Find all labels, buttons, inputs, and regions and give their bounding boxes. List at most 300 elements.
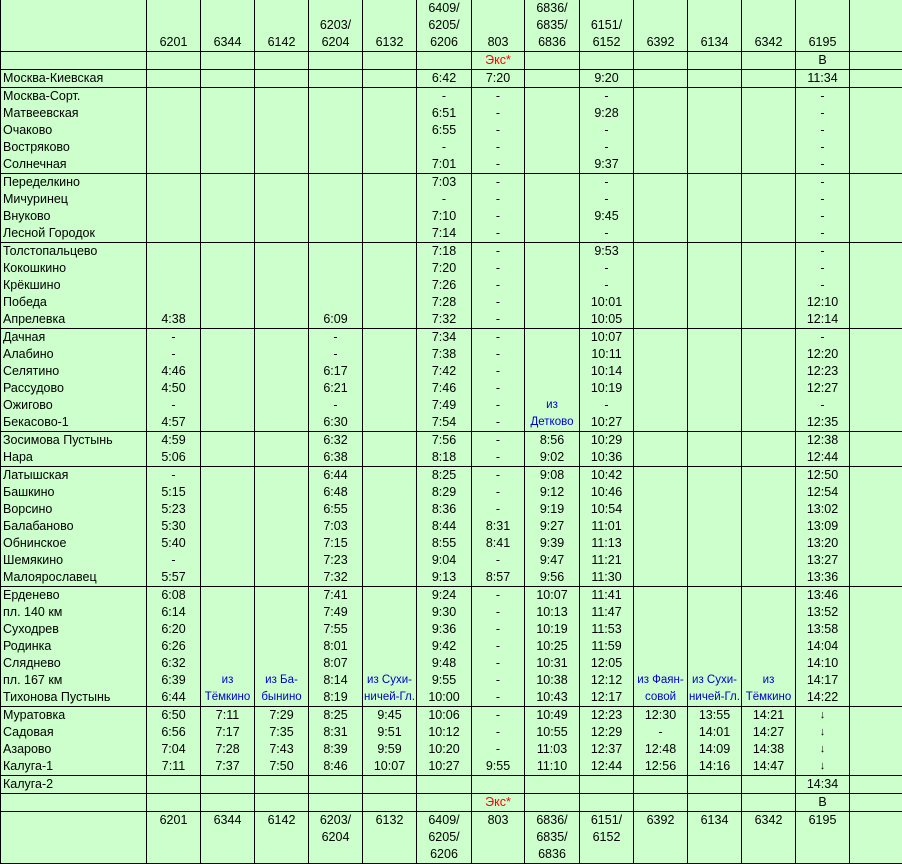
train-note	[525, 794, 580, 812]
departure-time: 10:31	[525, 655, 580, 672]
origin-note: из Сухи- ничей-Гл.	[688, 672, 742, 707]
departure-time	[525, 208, 580, 225]
departure-time	[634, 638, 688, 655]
departure-time: 11:01	[580, 518, 634, 535]
departure-time: 5:30	[147, 518, 201, 535]
departure-time: 11:10	[525, 758, 580, 776]
departure-time	[201, 604, 255, 621]
station-name: Родинка	[1, 638, 147, 655]
departure-time: -	[472, 397, 525, 414]
departure-time	[363, 569, 417, 587]
departure-time: 14:47	[742, 758, 796, 776]
blank-col	[850, 294, 902, 311]
departure-time	[309, 294, 363, 311]
departure-time: 10:46	[580, 484, 634, 501]
departure-time	[255, 467, 309, 485]
train-number-footer: 6132	[363, 812, 417, 864]
departure-time	[525, 156, 580, 174]
station-name: Москва-Киевская	[1, 70, 147, 88]
departure-time: -	[472, 88, 525, 106]
notes-label	[1, 794, 147, 812]
departure-time: -	[472, 552, 525, 569]
departure-time	[688, 655, 742, 672]
departure-time: 7:28	[201, 741, 255, 758]
departure-time	[363, 122, 417, 139]
departure-time: 12:27	[796, 380, 850, 397]
train-note	[147, 794, 201, 812]
train-note: В	[796, 52, 850, 70]
departure-time: 8:31	[309, 724, 363, 741]
departure-time: 7:11	[201, 707, 255, 725]
station-name: Лесной Городок	[1, 225, 147, 243]
departure-time: -	[472, 156, 525, 174]
departure-time: -	[796, 156, 850, 174]
departure-time: 7:23	[309, 552, 363, 569]
departure-time: 8:01	[309, 638, 363, 655]
train-number-footer: 6409/ 6205/ 6206	[417, 812, 472, 864]
departure-time	[525, 277, 580, 294]
train-note	[255, 794, 309, 812]
departure-time	[742, 122, 796, 139]
train-number-footer: 6201	[147, 812, 201, 864]
station-name: Алабино	[1, 346, 147, 363]
departure-time: -	[309, 329, 363, 347]
departure-time: 5:40	[147, 535, 201, 552]
departure-time: 9:28	[580, 105, 634, 122]
departure-time	[201, 225, 255, 243]
departure-time	[255, 535, 309, 552]
origin-note: из Сухи- ничей-Гл.	[363, 672, 417, 707]
departure-time: 10:29	[580, 432, 634, 450]
departure-time: 13:58	[796, 621, 850, 638]
departure-time	[201, 329, 255, 347]
departure-time: -	[147, 329, 201, 347]
departure-time	[147, 208, 201, 225]
departure-time	[255, 294, 309, 311]
departure-time	[634, 329, 688, 347]
departure-time	[634, 518, 688, 535]
departure-time	[255, 363, 309, 380]
departure-time	[688, 191, 742, 208]
departure-time	[255, 105, 309, 122]
station-row	[1, 467, 902, 485]
station-row	[1, 414, 902, 432]
train-number-header: 803	[472, 0, 525, 52]
blank-col	[850, 156, 902, 174]
departure-time	[201, 346, 255, 363]
departure-time: -	[472, 208, 525, 225]
departure-time	[525, 329, 580, 347]
departure-time	[742, 638, 796, 655]
departure-time	[201, 105, 255, 122]
departure-time	[363, 70, 417, 88]
departure-time	[363, 363, 417, 380]
departure-time	[634, 88, 688, 106]
departure-time: -	[147, 397, 201, 414]
departure-time	[255, 191, 309, 208]
departure-time: 7:38	[417, 346, 472, 363]
departure-time: 8:14	[309, 672, 363, 689]
departure-time	[688, 174, 742, 192]
departure-time	[255, 208, 309, 225]
departure-time: 7:01	[417, 156, 472, 174]
blank-col	[850, 225, 902, 243]
departure-time	[147, 294, 201, 311]
station-row	[1, 672, 902, 689]
train-note	[525, 52, 580, 70]
station-name: Калуга-2	[1, 776, 147, 794]
station-name: Победа	[1, 294, 147, 311]
departure-time: 9:55	[417, 672, 472, 689]
departure-time: -	[580, 88, 634, 106]
train-number-footer: 803	[472, 812, 525, 864]
departure-time	[363, 88, 417, 106]
station-row	[1, 277, 902, 294]
blank-col	[850, 397, 902, 414]
departure-time	[201, 621, 255, 638]
departure-time: -	[796, 208, 850, 225]
station-row	[1, 225, 902, 243]
departure-time: 7:46	[417, 380, 472, 397]
station-name: Дачная	[1, 329, 147, 347]
departure-time: 7:28	[417, 294, 472, 311]
departure-time: 14:22	[796, 689, 850, 707]
departure-time: 8:29	[417, 484, 472, 501]
departure-time: 7:55	[309, 621, 363, 638]
departure-time	[688, 397, 742, 414]
departure-time	[742, 432, 796, 450]
departure-time: 8:25	[417, 467, 472, 485]
departure-time	[634, 156, 688, 174]
departure-time	[255, 518, 309, 535]
departure-time: 12:12	[580, 672, 634, 689]
station-name: Бекасово-1	[1, 414, 147, 432]
departure-time: 10:12	[417, 724, 472, 741]
departure-time	[742, 156, 796, 174]
departure-time: 12:29	[580, 724, 634, 741]
departure-time: 9:20	[580, 70, 634, 88]
departure-time	[201, 156, 255, 174]
station-name: Балабаново	[1, 518, 147, 535]
departure-time	[742, 467, 796, 485]
train-note	[201, 794, 255, 812]
departure-time	[147, 225, 201, 243]
departure-time: -	[796, 225, 850, 243]
blank-col	[850, 638, 902, 655]
notes-row-bottom	[1, 794, 902, 812]
departure-time	[255, 552, 309, 569]
departure-time	[201, 139, 255, 156]
departure-time	[363, 414, 417, 432]
departure-time	[363, 243, 417, 261]
station-row	[1, 569, 902, 587]
departure-time	[525, 88, 580, 106]
departure-time	[201, 243, 255, 261]
station-row	[1, 329, 902, 347]
departure-time	[255, 277, 309, 294]
departure-time: 7:50	[255, 758, 309, 776]
station-name: Рассудово	[1, 380, 147, 397]
origin-note: из Тёмкино	[201, 672, 255, 707]
departure-time: 10:25	[525, 638, 580, 655]
departure-time: -	[472, 484, 525, 501]
departure-time	[201, 484, 255, 501]
station-name: Солнечная	[1, 156, 147, 174]
train-number-header: 6836/ 6835/ 6836	[525, 0, 580, 52]
station-row	[1, 587, 902, 605]
departure-time: 7:29	[255, 707, 309, 725]
blank-col	[850, 432, 902, 450]
departure-time: -	[472, 741, 525, 758]
departure-time: 8:18	[417, 449, 472, 467]
train-number-header: 6134	[688, 0, 742, 52]
departure-time	[688, 501, 742, 518]
departure-time	[417, 776, 472, 794]
blank-col	[850, 484, 902, 501]
blank-col	[850, 139, 902, 156]
departure-time	[688, 277, 742, 294]
departure-time: 12:48	[634, 741, 688, 758]
departure-time: 13:20	[796, 535, 850, 552]
departure-time: -	[472, 672, 525, 689]
departure-time	[309, 156, 363, 174]
departure-time: -	[472, 139, 525, 156]
departure-time: -	[472, 414, 525, 432]
departure-time: 6:32	[147, 655, 201, 672]
departure-time	[525, 363, 580, 380]
station-row	[1, 363, 902, 380]
departure-time: -	[472, 501, 525, 518]
departure-time	[742, 604, 796, 621]
departure-time: 13:55	[688, 707, 742, 725]
train-note	[201, 52, 255, 70]
departure-time: 8:31	[472, 518, 525, 535]
departure-time: -	[580, 225, 634, 243]
station-row	[1, 346, 902, 363]
station-name: Малоярославец	[1, 569, 147, 587]
departure-time	[742, 397, 796, 414]
station-row	[1, 156, 902, 174]
departure-time: -	[417, 88, 472, 106]
departure-time	[688, 484, 742, 501]
departure-time	[688, 105, 742, 122]
departure-time: 8:55	[417, 535, 472, 552]
departure-time: ↓	[796, 724, 850, 741]
departure-time	[742, 380, 796, 397]
departure-time: 6:14	[147, 604, 201, 621]
departure-time	[147, 88, 201, 106]
departure-time: 11:03	[525, 741, 580, 758]
departure-time: 12:56	[634, 758, 688, 776]
station-row	[1, 88, 902, 106]
departure-time	[688, 329, 742, 347]
departure-time	[201, 449, 255, 467]
departure-time: -	[472, 191, 525, 208]
station-row	[1, 260, 902, 277]
departure-time: ↓	[796, 707, 850, 725]
departure-time	[742, 329, 796, 347]
station-name: Селятино	[1, 363, 147, 380]
departure-time	[525, 191, 580, 208]
departure-time: 4:50	[147, 380, 201, 397]
departure-time	[201, 88, 255, 106]
station-row	[1, 758, 902, 776]
train-number-header: 6409/ 6205/ 6206	[417, 0, 472, 52]
departure-time: 14:38	[742, 741, 796, 758]
station-row	[1, 380, 902, 397]
departure-time	[742, 191, 796, 208]
departure-time	[255, 569, 309, 587]
departure-time	[688, 449, 742, 467]
departure-time	[201, 380, 255, 397]
station-name: Мичуринец	[1, 191, 147, 208]
departure-time: 13:36	[796, 569, 850, 587]
departure-time	[201, 501, 255, 518]
departure-time	[363, 380, 417, 397]
footer-row	[1, 812, 902, 864]
departure-time	[742, 414, 796, 432]
departure-time	[363, 552, 417, 569]
station-row	[1, 621, 902, 638]
departure-time: -	[472, 449, 525, 467]
blank-col	[850, 122, 902, 139]
departure-time: 9:12	[525, 484, 580, 501]
train-note	[634, 52, 688, 70]
departure-time	[742, 105, 796, 122]
train-note	[688, 794, 742, 812]
departure-time	[309, 122, 363, 139]
departure-time	[309, 277, 363, 294]
departure-time: 7:03	[417, 174, 472, 192]
train-number-header: 6151/ 6152	[580, 0, 634, 52]
departure-time	[201, 260, 255, 277]
departure-time: 12:50	[796, 467, 850, 485]
departure-time	[147, 260, 201, 277]
station-row	[1, 604, 902, 621]
departure-time	[201, 467, 255, 485]
departure-time	[688, 88, 742, 106]
departure-time	[147, 243, 201, 261]
departure-time	[309, 88, 363, 106]
departure-time: 4:46	[147, 363, 201, 380]
departure-time	[742, 655, 796, 672]
train-note: В	[796, 794, 850, 812]
departure-time: 13:27	[796, 552, 850, 569]
departure-time	[525, 776, 580, 794]
departure-time: 9:55	[472, 758, 525, 776]
departure-time: 7:18	[417, 243, 472, 261]
blank-col	[850, 535, 902, 552]
departure-time	[688, 122, 742, 139]
departure-time	[688, 587, 742, 605]
departure-time: -	[634, 724, 688, 741]
departure-time: 8:19	[309, 689, 363, 707]
departure-time	[634, 414, 688, 432]
train-note: Экс*	[472, 794, 525, 812]
departure-time: -	[580, 277, 634, 294]
departure-time	[634, 70, 688, 88]
departure-time	[363, 484, 417, 501]
train-note	[688, 52, 742, 70]
departure-time: 12:44	[580, 758, 634, 776]
departure-time: 4:59	[147, 432, 201, 450]
blank-col	[850, 621, 902, 638]
station-name: Матвеевская	[1, 105, 147, 122]
departure-time	[255, 655, 309, 672]
blank-col	[850, 414, 902, 432]
departure-time: -	[472, 655, 525, 672]
departure-time	[634, 467, 688, 485]
station-row	[1, 741, 902, 758]
departure-time	[363, 518, 417, 535]
departure-time: -	[309, 346, 363, 363]
departure-time	[255, 449, 309, 467]
departure-time: 7:49	[309, 604, 363, 621]
departure-time: -	[472, 346, 525, 363]
departure-time	[634, 174, 688, 192]
departure-time: -	[472, 587, 525, 605]
departure-time	[309, 70, 363, 88]
departure-time: 7:20	[417, 260, 472, 277]
departure-time: -	[796, 277, 850, 294]
departure-time	[363, 225, 417, 243]
departure-time	[742, 552, 796, 569]
train-note	[147, 52, 201, 70]
blank-col	[850, 363, 902, 380]
departure-time: 10:00	[417, 689, 472, 707]
notes-row-top	[1, 52, 902, 70]
departure-time	[363, 329, 417, 347]
departure-time: 10:54	[580, 501, 634, 518]
departure-time: 6:56	[147, 724, 201, 741]
departure-time: 7:15	[309, 535, 363, 552]
departure-time	[688, 432, 742, 450]
departure-time: -	[472, 277, 525, 294]
train-number-header: 6195	[796, 0, 850, 52]
station-name: Шемякино	[1, 552, 147, 569]
departure-time	[201, 569, 255, 587]
blank-col	[850, 174, 902, 192]
train-number-footer: 6151/ 6152	[580, 812, 634, 864]
station-row	[1, 122, 902, 139]
departure-time	[363, 432, 417, 450]
departure-time	[525, 346, 580, 363]
departure-time	[525, 260, 580, 277]
departure-time: 7:34	[417, 329, 472, 347]
departure-time	[634, 397, 688, 414]
departure-time: 9:45	[580, 208, 634, 225]
departure-time: -	[309, 397, 363, 414]
departure-time: 9:08	[525, 467, 580, 485]
station-name: Зосимова Пустынь	[1, 432, 147, 450]
departure-time	[688, 380, 742, 397]
blank-col	[850, 552, 902, 569]
departure-time: 7:32	[417, 311, 472, 329]
departure-time	[688, 243, 742, 261]
departure-time	[688, 363, 742, 380]
departure-time	[688, 621, 742, 638]
station-name: Кокошкино	[1, 260, 147, 277]
departure-time	[634, 484, 688, 501]
departure-time	[688, 70, 742, 88]
departure-time	[742, 587, 796, 605]
departure-time	[363, 776, 417, 794]
station-name: Калуга-1	[1, 758, 147, 776]
train-number-footer: 6134	[688, 812, 742, 864]
station-row	[1, 518, 902, 535]
departure-time	[201, 518, 255, 535]
blank-col	[850, 105, 902, 122]
